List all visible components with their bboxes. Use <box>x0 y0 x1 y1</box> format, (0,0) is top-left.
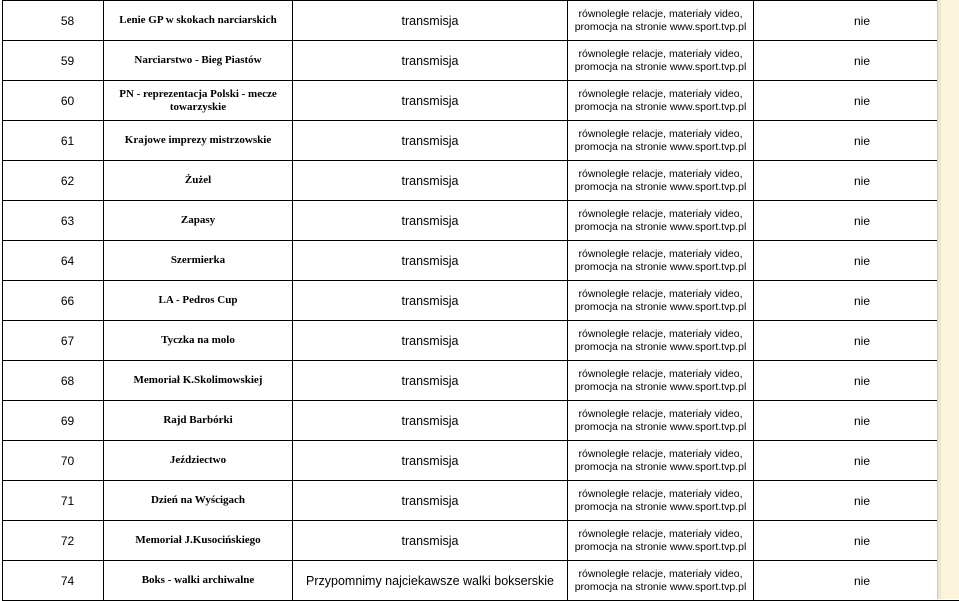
other-media <box>568 481 754 521</box>
other-media <box>568 241 754 281</box>
flag-value: nie <box>754 241 959 281</box>
flag-value: nie <box>754 121 959 161</box>
other-media-line-1: równoległe relacje, materiały video, <box>568 368 753 381</box>
event-name: PN - reprezentacja Polski - mecze towarzyskie <box>104 81 293 121</box>
row-number: 67 <box>3 321 104 361</box>
other-media-line-2: promocja na stronie www.sport.tvp.pl <box>568 181 753 194</box>
other-media-line-1: równoległe relacje, materiały video, <box>568 488 753 501</box>
strip-edge <box>938 0 941 599</box>
flag-value: nie <box>754 201 959 241</box>
broadcast-scope: transmisja <box>293 481 568 521</box>
other-media <box>568 561 754 601</box>
table-row <box>3 121 959 161</box>
table-row <box>3 201 959 241</box>
other-media <box>568 201 754 241</box>
other-media-line-2: promocja na stronie www.sport.tvp.pl <box>568 61 753 74</box>
other-media-line-1: równoległe relacje, materiały video, <box>568 88 753 101</box>
other-media <box>568 441 754 481</box>
broadcast-scope: transmisja <box>293 281 568 321</box>
other-media-line-1: równoległe relacje, materiały video, <box>568 288 753 301</box>
table-row <box>3 161 959 201</box>
other-media-line-2: promocja na stronie www.sport.tvp.pl <box>568 581 753 594</box>
event-name: Memoriał J.Kusocińskiego <box>104 521 293 561</box>
other-media-line-2: promocja na stronie www.sport.tvp.pl <box>568 501 753 514</box>
other-media-line-2: promocja na stronie www.sport.tvp.pl <box>568 341 753 354</box>
event-name: Lenie GP w skokach narciarskich <box>104 1 293 41</box>
table-row <box>3 241 959 281</box>
other-media-line-2: promocja na stronie www.sport.tvp.pl <box>568 381 753 394</box>
other-media <box>568 121 754 161</box>
row-number: 61 <box>3 121 104 161</box>
other-media <box>568 401 754 441</box>
event-name: Memoriał K.Skolimowskiej <box>104 361 293 401</box>
event-name: Jeździectwo <box>104 441 293 481</box>
row-number: 69 <box>3 401 104 441</box>
other-media <box>568 521 754 561</box>
table-row <box>3 441 959 481</box>
table-row <box>3 481 959 521</box>
broadcast-scope: transmisja <box>293 161 568 201</box>
broadcast-scope: transmisja <box>293 401 568 441</box>
other-media <box>568 161 754 201</box>
other-media <box>568 81 754 121</box>
other-media-line-1: równoległe relacje, materiały video, <box>568 328 753 341</box>
broadcast-scope: transmisja <box>293 361 568 401</box>
broadcast-scope: Przypomnimy najciekawsze walki bokserskie <box>293 561 568 601</box>
flag-value: nie <box>754 561 959 601</box>
broadcast-scope: transmisja <box>293 1 568 41</box>
flag-value: nie <box>754 441 959 481</box>
table-row <box>3 401 959 441</box>
row-number: 72 <box>3 521 104 561</box>
broadcast-scope: transmisja <box>293 241 568 281</box>
flag-value: nie <box>754 361 959 401</box>
event-name: Szermierka <box>104 241 293 281</box>
flag-value: nie <box>754 161 959 201</box>
flag-value: nie <box>754 81 959 121</box>
flag-value: nie <box>754 521 959 561</box>
event-name: Tyczka na molo <box>104 321 293 361</box>
other-media <box>568 361 754 401</box>
other-media <box>568 1 754 41</box>
other-media-line-1: równoległe relacje, materiały video, <box>568 168 753 181</box>
row-number: 62 <box>3 161 104 201</box>
flag-value: nie <box>754 481 959 521</box>
row-number: 68 <box>3 361 104 401</box>
other-media-line-1: równoległe relacje, materiały video, <box>568 8 753 21</box>
broadcast-scope: transmisja <box>293 321 568 361</box>
row-number: 64 <box>3 241 104 281</box>
broadcast-scope: transmisja <box>293 441 568 481</box>
table-row <box>3 1 959 41</box>
other-media-line-1: równoległe relacje, materiały video, <box>568 568 753 581</box>
other-media-line-2: promocja na stronie www.sport.tvp.pl <box>568 101 753 114</box>
event-name: Krajowe imprezy mistrzowskie <box>104 121 293 161</box>
other-media <box>568 281 754 321</box>
other-media <box>568 321 754 361</box>
other-media-line-2: promocja na stronie www.sport.tvp.pl <box>568 461 753 474</box>
table-row <box>3 521 959 561</box>
row-number: 60 <box>3 81 104 121</box>
table-row <box>3 281 959 321</box>
broadcast-scope: transmisja <box>293 521 568 561</box>
other-media-line-1: równoległe relacje, materiały video, <box>568 48 753 61</box>
other-media-line-2: promocja na stronie www.sport.tvp.pl <box>568 421 753 434</box>
event-name: Dzień na Wyścigach <box>104 481 293 521</box>
flag-value: nie <box>754 401 959 441</box>
events-table <box>2 0 959 601</box>
flag-value: nie <box>754 1 959 41</box>
table-row <box>3 321 959 361</box>
other-media-line-2: promocja na stronie www.sport.tvp.pl <box>568 261 753 274</box>
table-row <box>3 561 959 601</box>
event-name: Żużel <box>104 161 293 201</box>
other-media-line-1: równoległe relacje, materiały video, <box>568 408 753 421</box>
broadcast-scope: transmisja <box>293 201 568 241</box>
other-media-line-2: promocja na stronie www.sport.tvp.pl <box>568 21 753 34</box>
row-number: 74 <box>3 561 104 601</box>
table-row <box>3 81 959 121</box>
other-media-line-1: równoległe relacje, materiały video, <box>568 248 753 261</box>
table-row <box>3 361 959 401</box>
broadcast-scope: transmisja <box>293 121 568 161</box>
table-row <box>3 41 959 81</box>
other-media-line-2: promocja na stronie www.sport.tvp.pl <box>568 541 753 554</box>
flag-value: nie <box>754 321 959 361</box>
other-media <box>568 41 754 81</box>
row-number: 71 <box>3 481 104 521</box>
flag-value: nie <box>754 41 959 81</box>
flag-value: nie <box>754 281 959 321</box>
row-number: 58 <box>3 1 104 41</box>
other-media-line-1: równoległe relacje, materiały video, <box>568 208 753 221</box>
other-media-line-2: promocja na stronie www.sport.tvp.pl <box>568 141 753 154</box>
other-media-line-1: równoległe relacje, materiały video, <box>568 128 753 141</box>
row-number: 66 <box>3 281 104 321</box>
other-media-line-2: promocja na stronie www.sport.tvp.pl <box>568 301 753 314</box>
other-media-line-1: równoległe relacje, materiały video, <box>568 448 753 461</box>
row-number: 63 <box>3 201 104 241</box>
event-name: LA - Pedros Cup <box>104 281 293 321</box>
broadcast-scope: transmisja <box>293 41 568 81</box>
other-media-line-1: równoległe relacje, materiały video, <box>568 528 753 541</box>
event-name: Narciarstwo - Bieg Piastów <box>104 41 293 81</box>
event-name: Boks - walki archiwalne <box>104 561 293 601</box>
event-name: Zapasy <box>104 201 293 241</box>
other-media-line-2: promocja na stronie www.sport.tvp.pl <box>568 221 753 234</box>
row-number: 70 <box>3 441 104 481</box>
table-body <box>3 1 959 601</box>
event-name: Rajd Barbórki <box>104 401 293 441</box>
broadcast-scope: transmisja <box>293 81 568 121</box>
row-number: 59 <box>3 41 104 81</box>
right-scroll-strip <box>937 0 959 599</box>
